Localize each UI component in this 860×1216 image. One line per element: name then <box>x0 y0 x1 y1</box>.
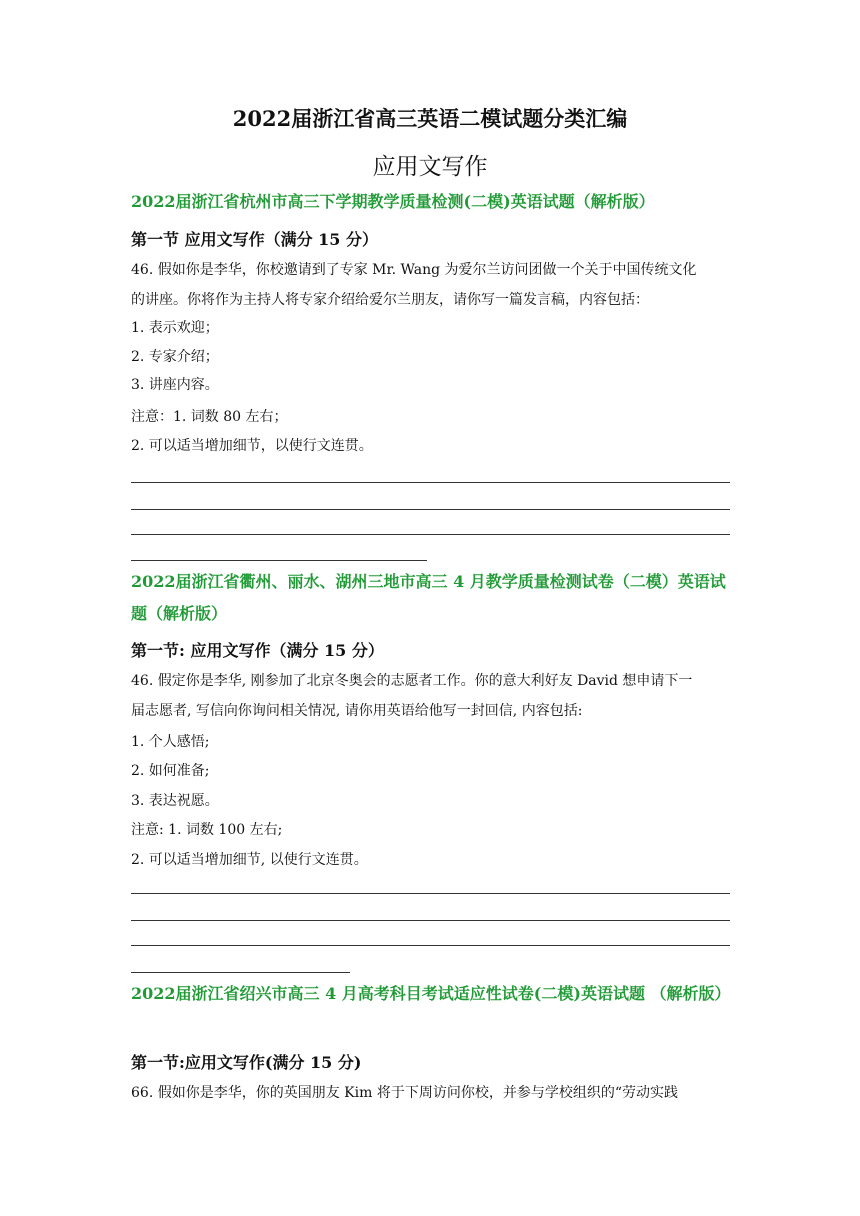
section-heading: 2022届浙江省衢州、丽水、湖州三地市高三 4 月教学质量检测试卷（二模）英语试题（解析版） <box>131 572 726 623</box>
prompt-line: 2. 专家介绍； <box>131 349 219 365</box>
document-subtitle: 应用文写作 <box>372 154 488 180</box>
prompt-line: 1. 表示欢迎； <box>131 320 219 336</box>
answer-line <box>131 893 730 894</box>
prompt-line: 3. 表达祝愿。 <box>131 793 219 809</box>
section-heading: 2022届浙江省杭州市高三下学期教学质量检测(二模)英语试题（解析版） <box>131 192 655 211</box>
prompt-line: 注意: 1. 词数 100 左右; <box>131 822 283 838</box>
answer-line <box>131 945 730 946</box>
section-part-title: 第一节 应用文写作（满分 15 分） <box>131 230 378 249</box>
prompt-line: 3. 讲座内容。 <box>131 377 219 393</box>
document-title: 2022届浙江省高三英语二模试题分类汇编 <box>232 106 628 131</box>
answer-line <box>131 509 730 510</box>
prompt-line: 1. 个人感悟; <box>131 734 210 750</box>
prompt-line: 的讲座。你将作为主持人将专家介绍给爱尔兰朋友，请你写一篇发言稿，内容包括： <box>131 292 649 308</box>
answer-line <box>131 560 427 561</box>
section-part-title: 第一节:应用文写作(满分 15 分) <box>131 1053 362 1072</box>
prompt-line: 46. 假定你是李华, 刚参加了北京冬奥会的志愿者工作。你的意大利好友 David 想申请下一 <box>131 673 693 689</box>
prompt-line: 2. 可以适当增加细节, 以使行文连贯。 <box>131 852 368 868</box>
answer-line <box>131 972 350 973</box>
prompt-line: 2. 可以适当增加细节，以使行文连贯。 <box>131 438 373 454</box>
prompt-line: 66. 假如你是李华，你的英国朋友 Kim 将于下周访问你校，并参与学校组织的“劳动实践 <box>131 1085 678 1101</box>
prompt-line: 注意：1. 词数 80 左右； <box>131 409 288 425</box>
prompt-line: 届志愿者, 写信向你询问相关情况, 请你用英语给他写一封回信, 内容包括: <box>131 703 583 719</box>
answer-line <box>131 534 730 535</box>
answer-line <box>131 920 730 921</box>
answer-line <box>131 482 730 483</box>
section-part-title: 第一节: 应用文写作（满分 15 分） <box>131 641 384 660</box>
prompt-line: 2. 如何准备; <box>131 763 210 779</box>
section-heading: 2022届浙江省绍兴市高三 4 月高考科目考试适应性试卷(二模)英语试题 （解析版） <box>131 984 731 1003</box>
prompt-line: 46. 假如你是李华，你校邀请到了专家 Mr. Wang 为爱尔兰访问团做一个关于中国传统文化 <box>131 262 697 278</box>
